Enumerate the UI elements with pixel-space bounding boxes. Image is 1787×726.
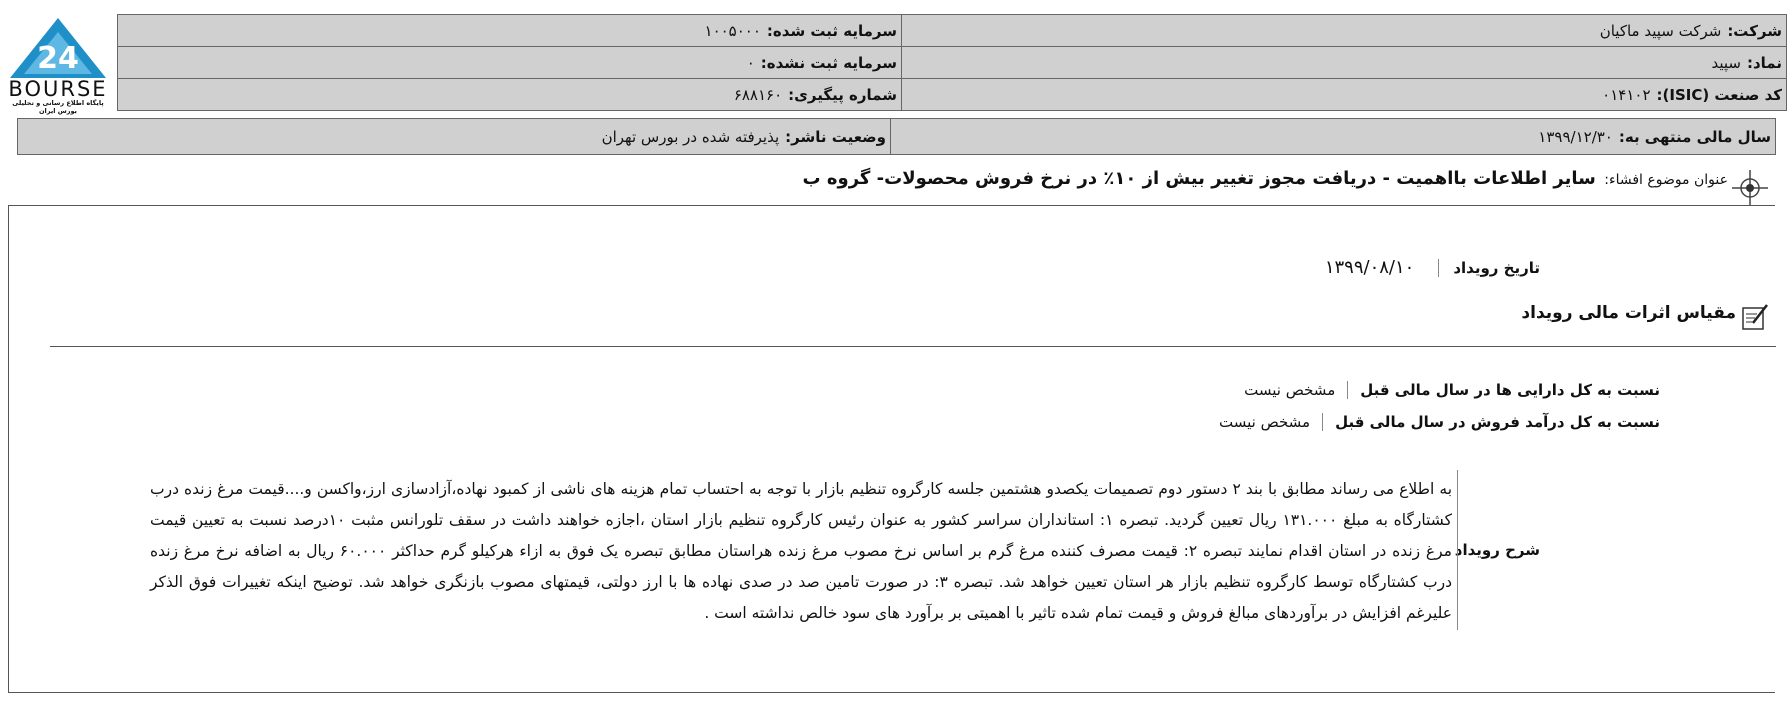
event-date-value: ۱۳۹۹/۰۸/۱۰	[1324, 257, 1415, 278]
publisher-status-label: وضعیت ناشر:	[785, 127, 886, 146]
fiscal-year-label: سال مالی منتهی به:	[1618, 127, 1771, 146]
ratio-revenue-value: مشخص نیست	[1219, 413, 1311, 431]
fiscal-year-cell	[891, 119, 1776, 155]
subject-label: عنوان موضوع افشاء:	[1604, 172, 1728, 188]
ratio-assets-value: مشخص نیست	[1244, 381, 1336, 399]
bourse-triangle-icon	[2, 16, 114, 80]
unregistered-capital-label: سرمایه ثبت نشده:	[760, 53, 897, 72]
isic-label: کد صنعت (ISIC):	[1656, 85, 1782, 104]
unregistered-capital-value: ۰	[746, 53, 755, 72]
logo-number: 24	[37, 41, 79, 76]
section-divider	[50, 346, 1776, 347]
symbol-cell	[902, 47, 1787, 79]
status-table	[17, 118, 1776, 155]
logo-tagline: پایگاه اطلاع رسانی و تحلیلی بورس ایران	[12, 99, 104, 115]
company-cell	[902, 15, 1787, 47]
company-label: شرکت:	[1727, 21, 1782, 40]
fiscal-year-value: ۱۳۹۹/۱۲/۳۰	[1538, 127, 1613, 146]
tracking-cell	[118, 79, 902, 111]
edit-note-icon	[1740, 302, 1770, 332]
bourse-logo	[2, 16, 114, 115]
registered-capital-label: سرمایه ثبت شده:	[766, 21, 897, 40]
publisher-status-value: پذیرفته شده در بورس تهران	[601, 127, 780, 146]
ratio-revenue-label: نسبت به کل درآمد فروش در سال مالی قبل	[1322, 413, 1660, 431]
isic-cell	[902, 79, 1787, 111]
ratio-total-assets	[1244, 381, 1660, 399]
target-icon	[1730, 168, 1770, 208]
description-separator	[1457, 470, 1458, 630]
event-description: به اطلاع می رساند مطابق با بند ۲ دستور دوم تصمیمات یکصدو هشتمین جلسه کارگروه تنظیم بازار با توجه به احتساب تمام هزینه های ناشی از کمبود نهاده،آزادسازی ارز،واکسن و....قیمت مرغ زنده درب کشتارگاه به مبلغ ۱۳۱.۰۰۰ ریال تعیین گردید. تبصره ۱: استانداران سراسر کشور به عنوان رئیس کارگروه تنظیم بازار استان ،اجازه خواهند داشت در سقف تلورانس مثبت ۱۰درصد نسبت به تعیین قیمت مرغ زنده در استان اقدام نمایند تبصره ۲: قیمت مصرف کننده مرغ گرم بر اساس نرخ مصوب مرغ زنده هراستان مطابق تبصره یک فوق به ازاء هرکیلو گرم حداکثر ۶۰.۰۰۰ ریال به اضافه نرخ مرغ زنده درب کشتارگاه توسط کارگروه تنظیم بازار هر استان تعیین خواهد شد. تبصره ۳: در صورت تامین صد در صدی نهاده ها با ارز دولتی، قیمتهای مصوب بازنگری خواهد شد. توضیح اینکه تغییرات فوق الذکر علیرغم افزایش در برآوردهای مبالغ فروش و قیمت تمام شده تاثیر با اهمیتی بر برآورد های سود خالص نداشته است .	[150, 480, 1453, 622]
ratio-assets-label: نسبت به کل دارایی ها در سال مالی قبل	[1347, 381, 1660, 399]
financial-impact-title: مقیاس اثرات مالی رویداد	[1521, 303, 1736, 323]
event-description-label: شرح رویداد	[1454, 541, 1540, 559]
isic-value: ۰۱۴۱۰۲	[1602, 85, 1651, 104]
event-date-row	[1325, 257, 1540, 278]
tracking-value: ۶۸۸۱۶۰	[733, 85, 783, 104]
publisher-status-cell	[18, 119, 891, 155]
subject-title: سایر اطلاعات بااهمیت - دریافت مجوز تغییر بیش از ۱۰٪ در نرخ فروش محصولات- گروه ب	[802, 168, 1596, 189]
tracking-label: شماره پیگیری:	[788, 85, 897, 104]
event-date-label: تاریخ رویداد	[1438, 259, 1540, 277]
unregistered-capital-cell	[118, 47, 902, 79]
symbol-value: سپید	[1711, 53, 1741, 72]
registered-capital-value: ۱۰۰۵۰۰۰	[704, 21, 761, 40]
disclosure-subject	[803, 168, 1728, 189]
symbol-label: نماد:	[1746, 53, 1782, 72]
registered-capital-cell	[118, 15, 902, 47]
ratio-total-revenue	[1219, 413, 1660, 431]
company-value: شرکت سپید ماکیان	[1599, 21, 1722, 40]
logo-text: BOURSE	[8, 77, 108, 101]
company-info-table	[117, 14, 1787, 111]
